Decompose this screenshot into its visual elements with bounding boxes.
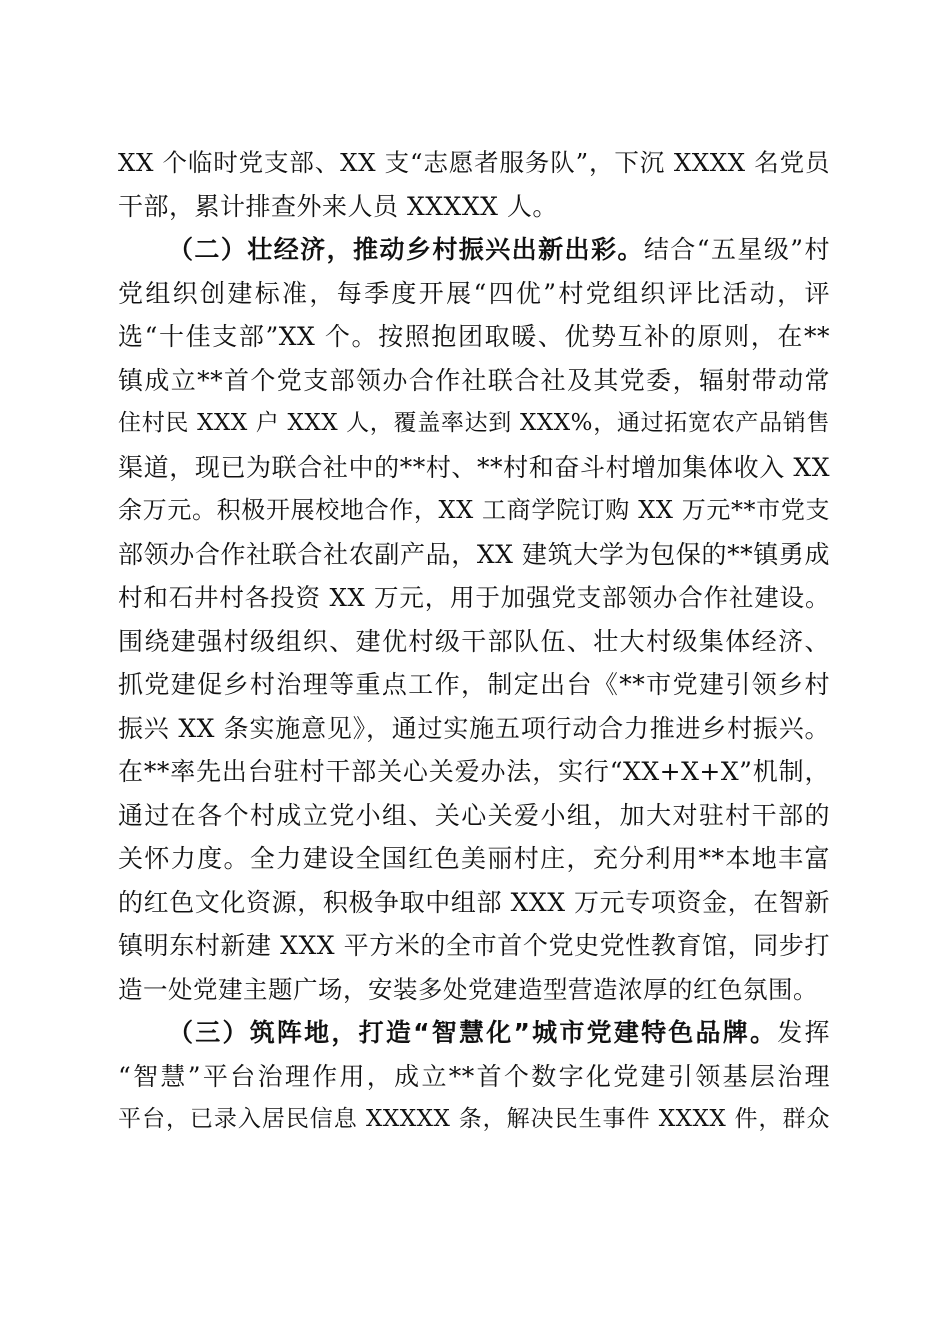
text-line: 平台，已录入居民信息 XXXXX 条，解决民生事件 XXXX 件，群众 <box>118 1106 830 1132</box>
text-line: 村和石井村各投资 XX 万元，用于加强党支部领办合作社建设。 <box>118 583 830 612</box>
paragraph-1 <box>118 141 830 228</box>
text-line: 抓党建促乡村治理等重点工作，制定出台《**市党建引领乡村 <box>118 670 830 699</box>
text-line: 的红色文化资源，积极争取中组部 XXX 万元专项资金，在智新 <box>118 887 830 917</box>
paragraph-2 <box>118 228 830 1011</box>
text-line: 住村民 XXX 户 XXX 人，覆盖率达到 XXX%，通过拓宽农产品销售 <box>118 410 830 436</box>
paragraph-3 <box>118 1011 830 1142</box>
text-line: 选“十佳支部”XX 个。按照抱团取暖、优势互补的原则，在** <box>118 322 830 351</box>
text-line: 在**率先出台驻村干部关心关爱办法，实行“XX+X+X”机制， <box>118 757 830 786</box>
section-heading-2: （二）壮经济，推动乡村振兴出新出彩。 <box>168 235 644 264</box>
text-line: 振兴 XX 条实施意见》，通过实施五项行动合力推进乡村振兴。 <box>118 713 830 743</box>
paragraph-3-first-line <box>118 1011 830 1055</box>
text-line: 镇成立**首个党支部领办合作社联合社及其党委，辐射带动常 <box>118 365 830 395</box>
text-line: XX 个临时党支部、XX 支“志愿者服务队”，下沉 XXXX 名党员 <box>118 148 830 177</box>
text-line: 造一处党建主题广场，安装多处党建造型营造浓厚的红色氛围。 <box>118 974 818 1004</box>
text-line: 关怀力度。全力建设全国红色美丽村庄，充分利用**本地丰富 <box>118 844 830 873</box>
text-line: 干部，累计排查外来人员 XXXXX 人。 <box>118 191 558 221</box>
document-body <box>118 141 830 1142</box>
text-line: “智慧”平台治理作用，成立**首个数字化党建引领基层治理 <box>118 1061 830 1091</box>
text-line: 党组织创建标准，每季度开展“四优”村党组织评比活动，评 <box>118 278 830 308</box>
text-line: 余万元。积极开展校地合作，XX 工商学院订购 XX 万元**市党支 <box>118 496 830 524</box>
text-line: 围绕建强村级组织、建优村级干部队伍、壮大村级集体经济、 <box>118 626 830 656</box>
text-line: 渠道，现已为联合社中的**村、**村和奋斗村增加集体收入 XX <box>118 452 830 482</box>
text-line: 通过在各个村成立党小组、关心关爱小组，加大对驻村干部的 <box>118 800 830 830</box>
text-fragment: 结合“五星级”村 <box>643 235 830 264</box>
text-line: 镇明东村新建 XXX 平方米的全市首个党史党性教育馆，同步打 <box>118 931 830 960</box>
section-heading-3: （三）筑阵地，打造“智慧化”城市党建特色品牌。 <box>168 1018 778 1047</box>
paragraph-2-first-line <box>118 228 830 272</box>
text-line: 部领办合作社联合社农副产品，XX 建筑大学为包保的**镇勇成 <box>118 539 830 569</box>
text-fragment: 发挥 <box>777 1018 830 1047</box>
